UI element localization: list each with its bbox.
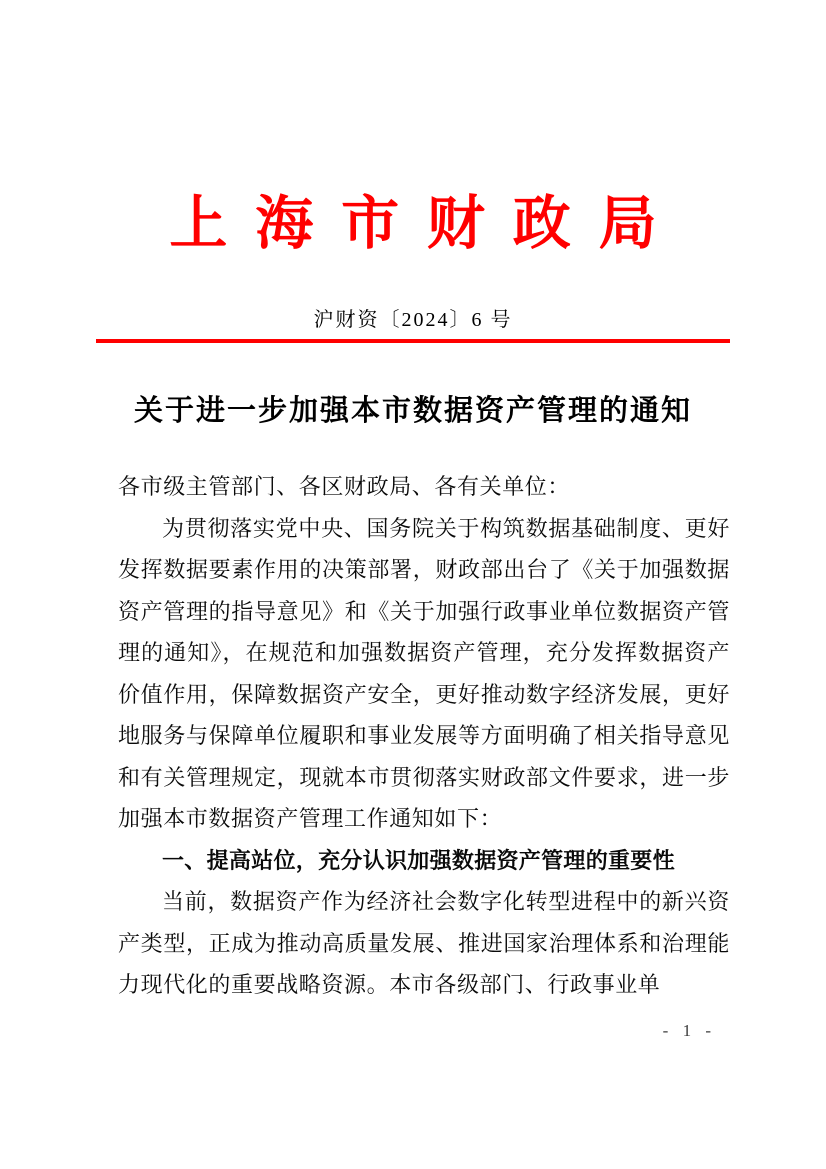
salutation: 各市级主管部门、各区财政局、各有关单位：: [118, 474, 571, 499]
agency-name-header: 上海市财政局: [169, 191, 685, 256]
section-heading-1: 一、提高站位，充分认识加强数据资产管理的重要性: [162, 847, 675, 873]
document-title: 关于进一步加强本市数据资产管理的通知: [133, 395, 692, 427]
page-number: - 1 -: [662, 1021, 716, 1040]
paragraph-1: 为贯彻落实党中央、国务院关于构筑数据基础制度、更好发挥数据要素作用的决策部署，财政部出台了《关于加强数据资产管理的指导意见》和《关于加强行政事业单位数据资产管理的通知》，在规范和加强数据资产管理，充分发挥数据资产价值作用，保障数据资产安全，更好推动数字经济发展，更好地服务与保障单位履职和事业发展等方面明确了相关指导意见和有关管理规定，现就本市贯彻落实财政部文件要求，进一步加强本市数据资产管理工作通知如下：: [118, 515, 730, 831]
document-reference-number: 沪财资〔2024〕6 号: [313, 309, 513, 331]
paragraph-2: 当前，数据资产作为经济社会数字化转型进程中的新兴资产类型，正成为推动高质量发展、推进国家治理体系和治理能力现代化的重要战略资源。本市各级部门、行政事业单: [118, 889, 730, 997]
document-body: [118, 466, 730, 1006]
header-divider-line: [96, 339, 730, 343]
